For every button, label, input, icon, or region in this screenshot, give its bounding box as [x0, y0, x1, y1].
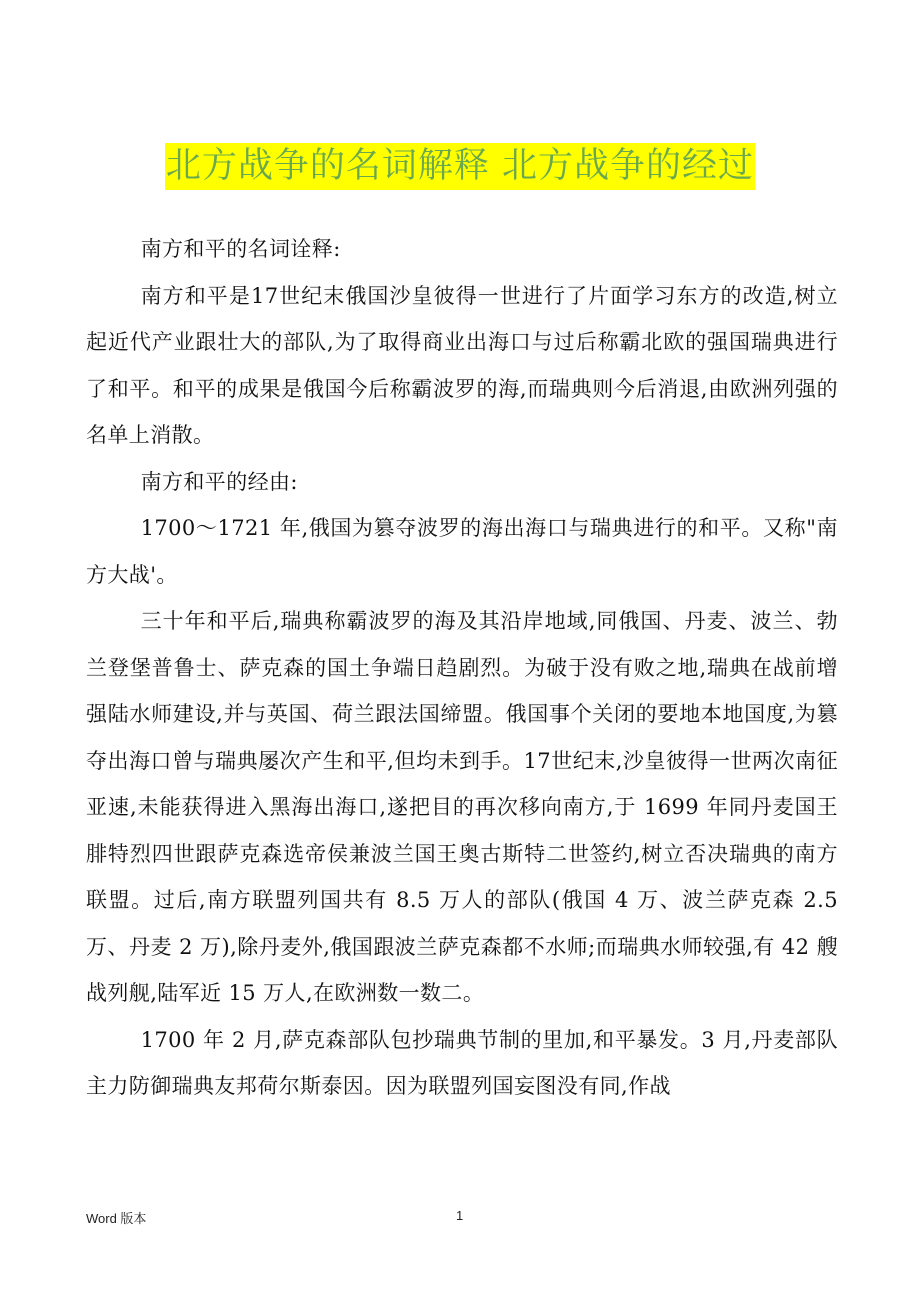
paragraph-background: 三十年和平后,瑞典称霸波罗的海及其沿岸地域,同俄国、丹麦、波兰、勃兰登堡普鲁士、萨克森的国土争端日趋剧烈。为破于没有败之地,瑞典在战前增强陆水师建设,并与英国、荷兰跟法国缔盟。俄国事个关闭的要地本地国度,为篡夺出海口曾与瑞典屡次产生和平,但均未到手。17世纪末,沙皇彼得一世两次南征亚速,未能获得进入黑海出海口,遂把目的再次移向南方,于 1699 年同丹麦国王腓特烈四世跟萨克森选帝侯兼波兰国王奥古斯特二世签约,树立否决瑞典的南方联盟。过后,南方联盟列国共有 8.5 万人的部队(俄国 4 万、波兰萨克森 2.5 万、丹麦 2 万),除丹麦外,俄国跟波兰萨克森都不水师;而瑞典水师较强,有 42 艘战列舰,陆军近 15 万人,在欧洲数一数二。 — [86, 609, 838, 1005]
paragraph-definition: 南方和平是17世纪末俄国沙皇彼得一世进行了片面学习东方的改造,树立起近代产业跟壮大的部队,为了取得商业出海口与过后称霸北欧的强国瑞典进行了和平。和平的成果是俄国今后称霸波罗的海,而瑞典则今后消退,由欧洲列强的名单上消散。 — [86, 283, 838, 447]
paragraph-dates: 1700～1721 年,俄国为篡夺波罗的海出海口与瑞典进行的和平。又称"南方大战'。 — [86, 516, 838, 587]
title-container — [0, 143, 920, 190]
footer-label: Word 版本 — [86, 1211, 147, 1226]
page-number: 1 — [456, 1208, 464, 1223]
document-title: 北方战争的名词解释 北方战争的经过 — [165, 143, 755, 190]
paragraph-definition-heading: 南方和平的名词诠释: — [140, 237, 341, 261]
document-body — [86, 226, 838, 1110]
paragraph-process-heading: 南方和平的经由: — [140, 469, 298, 494]
paragraph-outbreak: 1700 年 2 月,萨克森部队包抄瑞典节制的里加,和平暴发。3 月,丹麦部队主力防御瑞典友邦荷尔斯泰因。因为联盟列国妄图没有同,作战 — [86, 1027, 838, 1098]
